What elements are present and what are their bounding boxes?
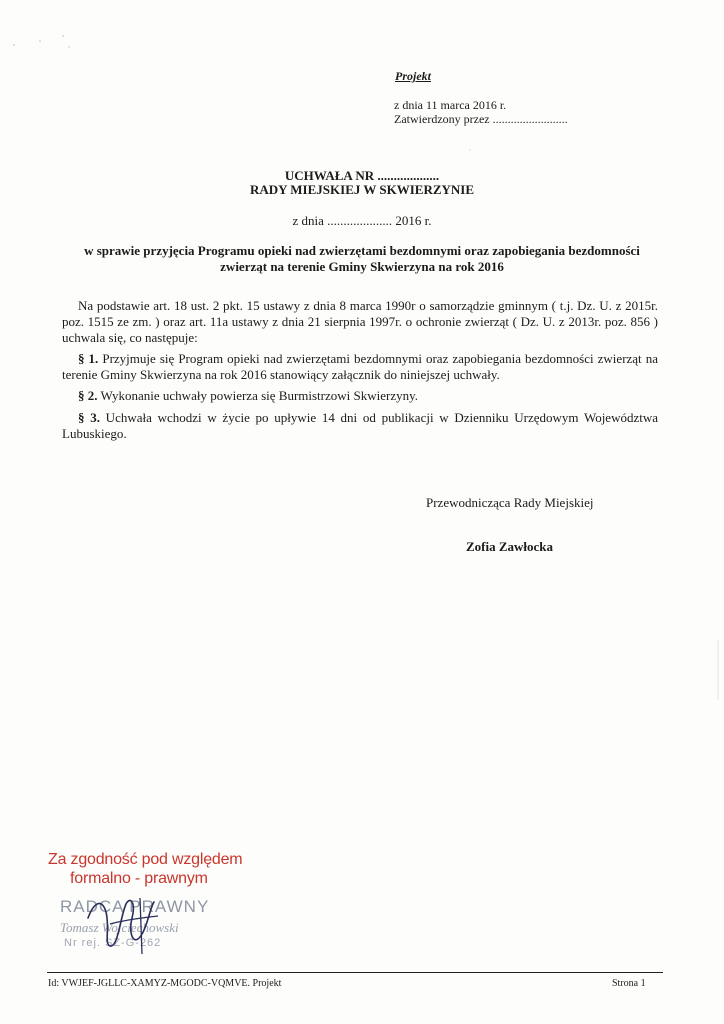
preamble: Na podstawie art. 18 ust. 2 pkt. 15 ustawy z dnia 8 marca 1990r o samorządzie gminnym ( t.j. Dz. U. z 2015r. poz. 1515 ze zm. ) oraz art. 11a ustawy z dnia 21 sierpnia 1997r. o ochronie zwierząt ( Dz. U. z 2013r. poz. 856 ) uchwala się, co następuje: — [62, 298, 658, 345]
section-label: § 1. — [78, 351, 99, 366]
stamp-line-4: Tomasz Wojciechowski — [60, 920, 179, 935]
resolution-date: z dnia .................... 2016 r. — [292, 213, 432, 228]
footer-divider — [47, 972, 663, 973]
section-text: Wykonanie uchwały powierza się Burmistrzowi Skwierzyny. — [97, 388, 419, 403]
resolution-subject: w sprawie przyjęcia Programu opieki nad zwierzętami bezdomnymi oraz zapobiegania bezdomności zwierząt na terenie Gminy Skwierzyna na rok 2016 — [84, 243, 640, 274]
section-3 — [62, 410, 658, 442]
stamp-line-5: Nr rej. SZ-G-262 — [64, 937, 162, 949]
signatory-role: Przewodnicząca Rady Miejskiej — [426, 495, 594, 510]
section-text: Uchwała wchodzi w życie po upływie 14 dni od publikacji w Dzienniku Urzędowym Województwa Lubuskiego. — [62, 410, 659, 441]
document-id: Id: VWJEF-JGLLC-XAMYZ-MGODC-VQMVE. Projekt — [48, 978, 282, 989]
section-1 — [62, 351, 658, 383]
draft-date: z dnia 11 marca 2016 r. — [394, 98, 507, 112]
stamp-line-2: formalno - prawnym — [70, 870, 208, 887]
stamp-line-1: Za zgodność pod względem — [48, 851, 243, 868]
section-label: § 3. — [78, 410, 100, 425]
resolution-number: UCHWAŁA NR ................... — [284, 168, 440, 183]
draft-label: Projekt — [395, 69, 431, 83]
section-text: Przyjmuje się Program opieki nad zwierzętami bezdomnymi oraz zapobiegania bezdomności zwierząt na terenie Gminy Skwierzyna na rok 2016 stanowiący załącznik do niniejszej uchwały. — [62, 351, 658, 382]
handwritten-signature-icon — [80, 888, 190, 958]
signatory-name: Zofia Zawłocka — [466, 539, 554, 554]
section-label: § 2. — [78, 388, 98, 403]
section-2 — [62, 388, 658, 404]
page-number: Strona 1 — [612, 978, 646, 989]
approved-by: Zatwierdzony przez ......................... — [394, 112, 568, 126]
council-name: RADY MIEJSKIEJ W SKWIERZYNIE — [249, 182, 475, 197]
stamp-line-3: RADCA PRAWNY — [60, 897, 210, 916]
